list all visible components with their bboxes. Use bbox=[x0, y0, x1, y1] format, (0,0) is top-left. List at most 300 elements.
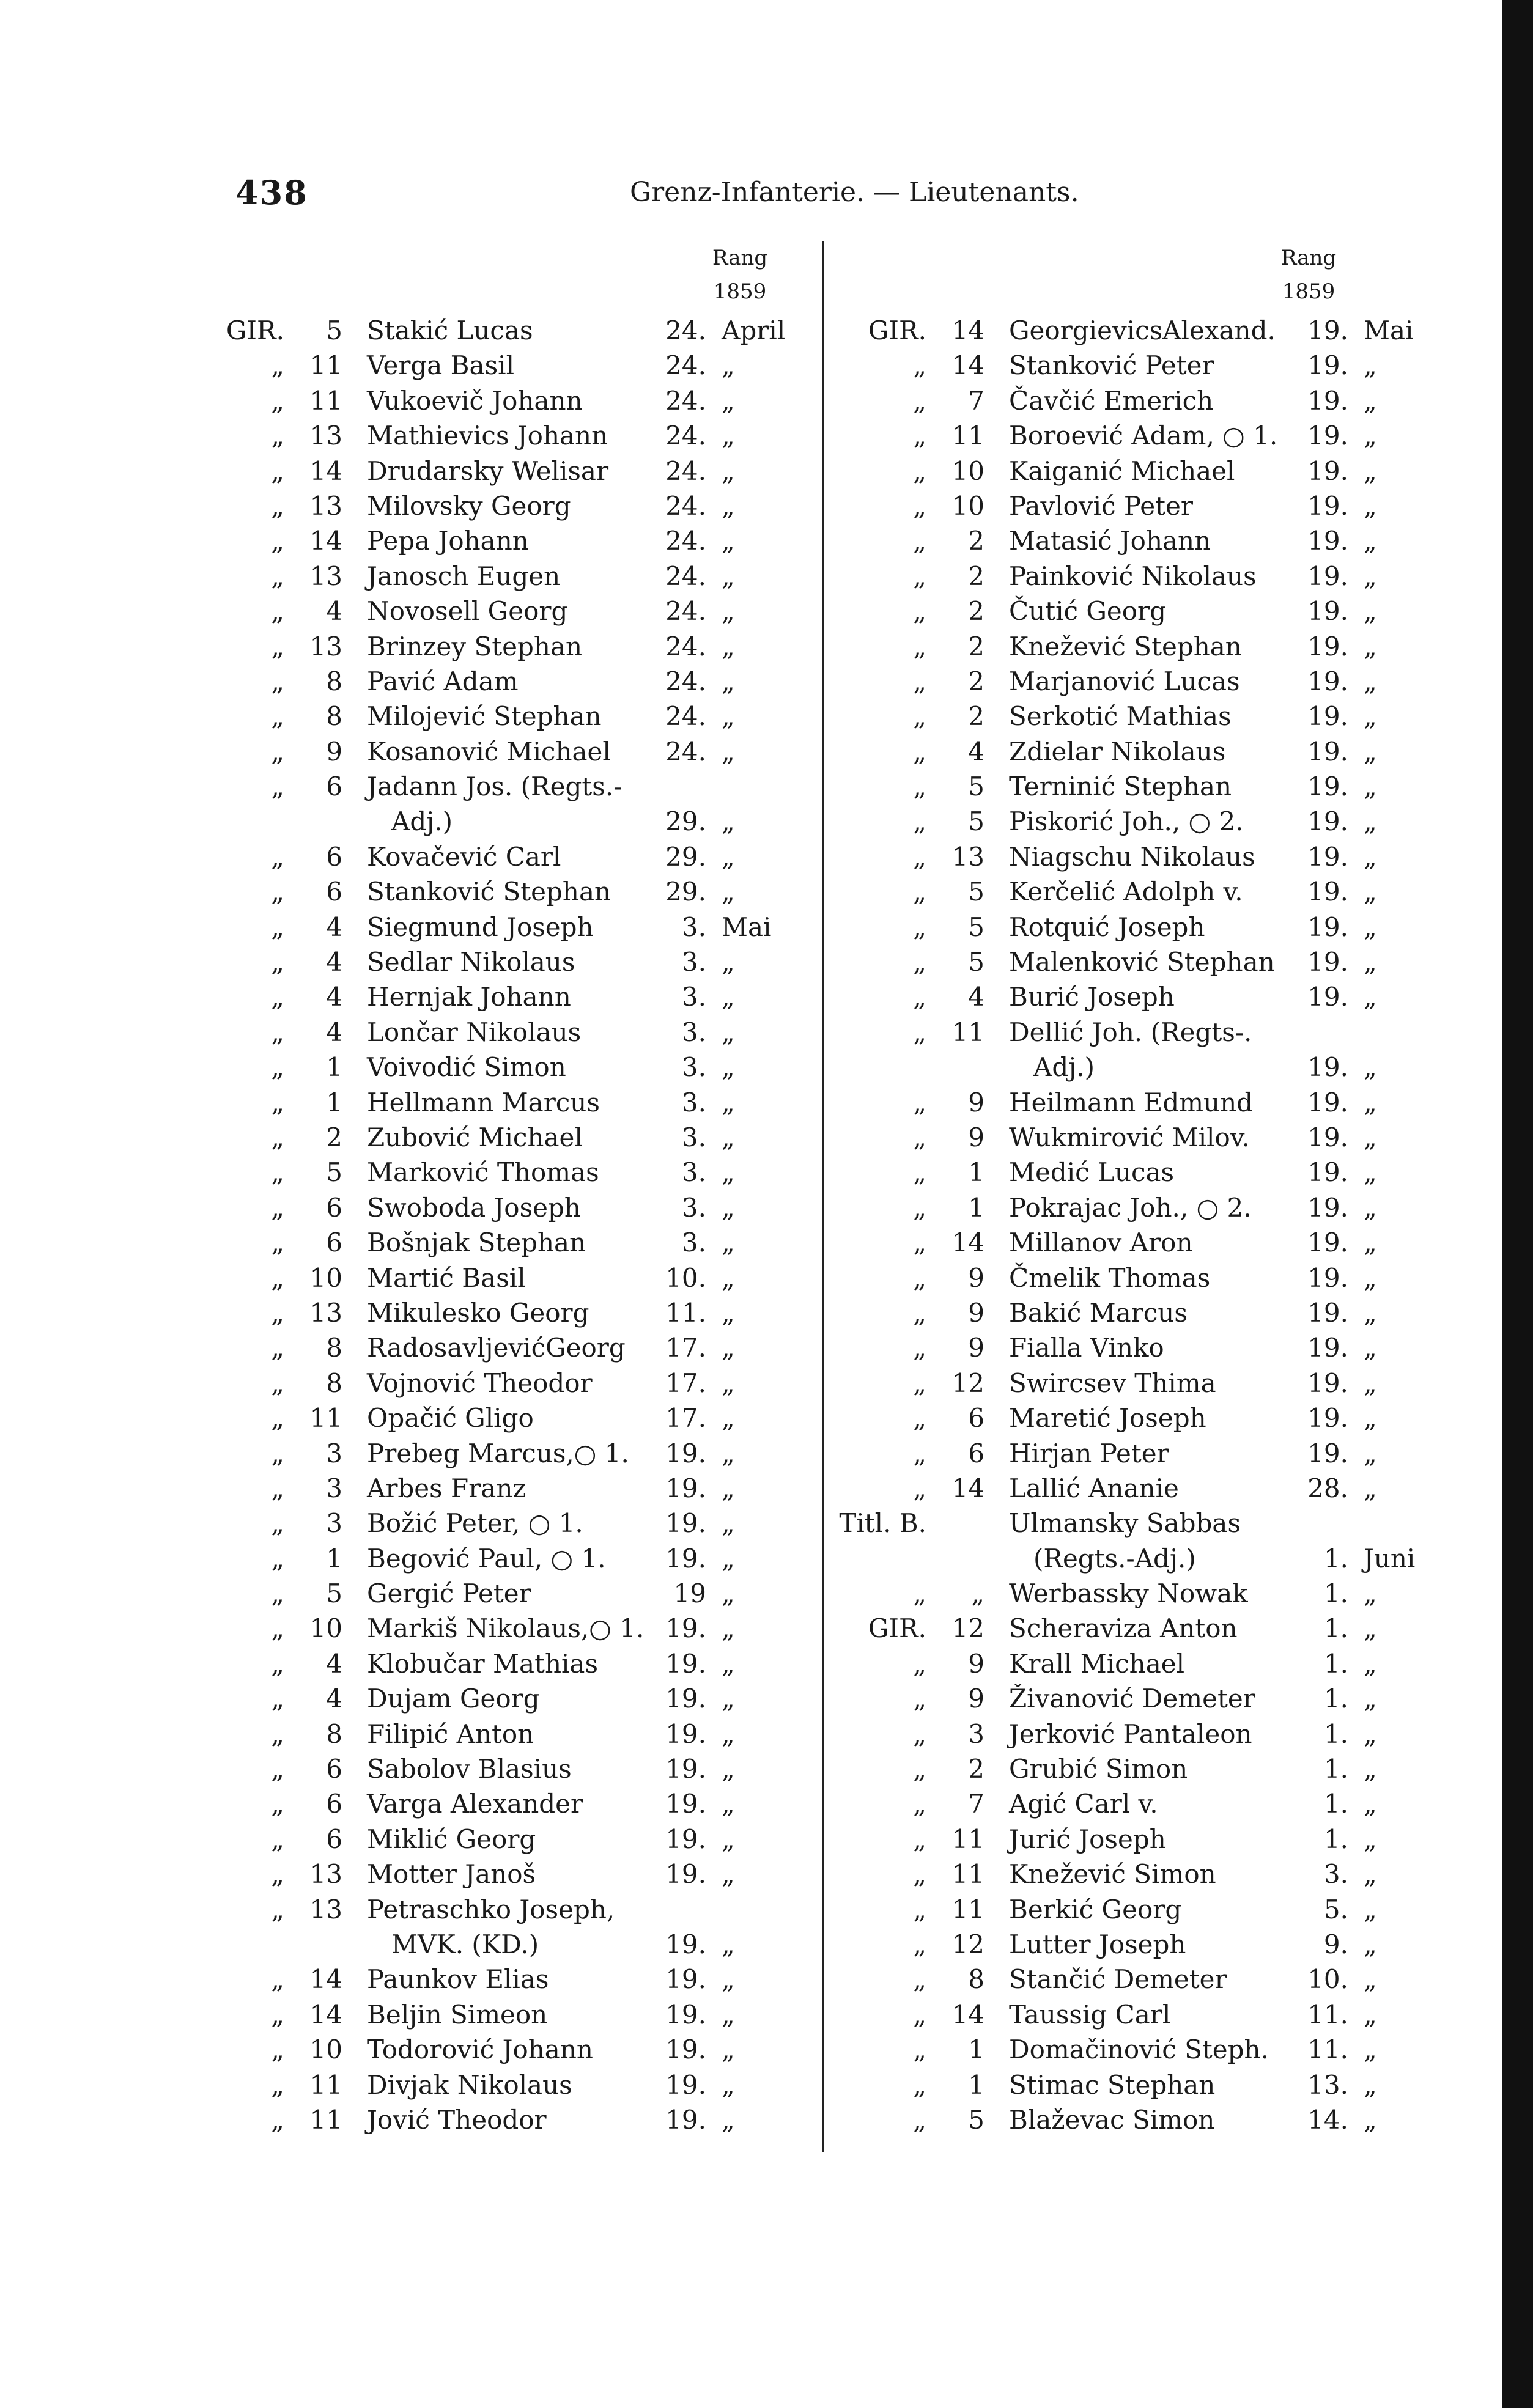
rank-month-cell: „ bbox=[1364, 1929, 1377, 1959]
rank-day-cell: 19. bbox=[665, 1684, 706, 1714]
rank-month-cell: „ bbox=[722, 1368, 735, 1398]
regiment-cell: „ bbox=[271, 490, 284, 521]
rank-day-cell: 1. bbox=[1323, 1543, 1348, 1574]
regiment-number-cell: 4 bbox=[968, 982, 984, 1012]
rank-month-cell: „ bbox=[1364, 701, 1377, 732]
rank-day-cell: 19. bbox=[665, 1543, 706, 1574]
regiment-cell: „ bbox=[271, 1648, 284, 1679]
rank-day-cell: 1. bbox=[1323, 1824, 1348, 1854]
regiment-cell: GIR. bbox=[868, 1613, 926, 1644]
list-item bbox=[826, 1471, 1498, 1506]
list-item bbox=[183, 313, 813, 348]
list-item bbox=[183, 348, 813, 383]
rank-month-cell: „ bbox=[722, 631, 735, 661]
rank-month-cell: „ bbox=[722, 1297, 735, 1328]
rank-month-cell: „ bbox=[1364, 596, 1377, 627]
officer-name-cell: Begović Paul, ○ 1. bbox=[367, 1543, 606, 1574]
regiment-number-cell: 2 bbox=[968, 666, 984, 696]
rank-day-cell: 19. bbox=[665, 1824, 706, 1854]
rank-month-cell: „ bbox=[1364, 1228, 1377, 1258]
list-item bbox=[826, 1962, 1498, 1997]
regiment-cell: Titl. B. bbox=[839, 1508, 926, 1539]
officer-name-cell: Divjak Nikolaus bbox=[367, 2069, 572, 2100]
rank-day-cell: 19. bbox=[665, 1508, 706, 1539]
rank-day-cell: 24. bbox=[665, 421, 706, 451]
list-item bbox=[183, 1611, 813, 1646]
regiment-cell: „ bbox=[913, 1578, 926, 1609]
regiment-cell: „ bbox=[913, 455, 926, 486]
regiment-number-cell: 5 bbox=[968, 806, 984, 837]
officer-name-cell: Niagschu Nikolaus bbox=[1009, 841, 1255, 872]
officer-name-cell: Swircsev Thima bbox=[1009, 1368, 1216, 1398]
regiment-number-cell: 4 bbox=[326, 1017, 342, 1047]
officer-name-cell: Petraschko Joseph, bbox=[367, 1894, 615, 1924]
regiment-number-cell: 2 bbox=[968, 701, 984, 732]
regiment-cell: „ bbox=[913, 1262, 926, 1293]
rank-month-cell: „ bbox=[1364, 1999, 1377, 2030]
rank-month-cell: „ bbox=[722, 596, 735, 627]
officer-name-cell: Stimac Stephan bbox=[1009, 2069, 1216, 2100]
list-item bbox=[826, 594, 1498, 628]
regiment-number-cell: 1 bbox=[326, 1087, 342, 1117]
rank-day-cell: 19. bbox=[1307, 1157, 1348, 1188]
rank-day-cell: 24. bbox=[665, 631, 706, 661]
rank-month-cell: „ bbox=[1364, 1122, 1377, 1152]
list-item bbox=[826, 418, 1498, 453]
list-item bbox=[183, 839, 813, 874]
regiment-cell: „ bbox=[913, 1964, 926, 1995]
regiment-cell: „ bbox=[913, 1473, 926, 1503]
list-item bbox=[183, 734, 813, 769]
regiment-number-cell: 11 bbox=[951, 421, 984, 451]
list-item bbox=[183, 1962, 813, 1997]
officer-name-cell: Pavić Adam bbox=[367, 666, 519, 696]
regiment-number-cell: 10 bbox=[309, 2034, 342, 2065]
rank-month-cell: „ bbox=[1364, 771, 1377, 802]
list-item bbox=[183, 488, 813, 523]
rank-day-cell: 3. bbox=[1323, 1859, 1348, 1890]
officer-name-cell: Milojević Stephan bbox=[367, 701, 602, 732]
regiment-cell: „ bbox=[271, 771, 284, 802]
column-divider bbox=[822, 241, 824, 2152]
list-item bbox=[826, 1401, 1498, 1435]
regiment-cell: „ bbox=[913, 1718, 926, 1749]
list-item bbox=[826, 523, 1498, 558]
list-item bbox=[183, 1120, 813, 1155]
regiment-cell: „ bbox=[271, 1122, 284, 1152]
rank-day-cell: 19. bbox=[665, 1789, 706, 1819]
regiment-cell: „ bbox=[913, 666, 926, 696]
regiment-number-cell: 2 bbox=[968, 561, 984, 591]
regiment-number-cell: 6 bbox=[326, 1789, 342, 1819]
officer-name-cell: Sabolov Blasius bbox=[367, 1754, 572, 1784]
regiment-number-cell: 9 bbox=[968, 1684, 984, 1714]
list-item bbox=[826, 1190, 1498, 1225]
list-item bbox=[826, 1506, 1498, 1576]
regiment-cell: „ bbox=[913, 701, 926, 732]
rank-month-cell: „ bbox=[722, 1228, 735, 1258]
regiment-number-cell: 11 bbox=[951, 1017, 984, 1047]
rank-month-cell: „ bbox=[1364, 385, 1377, 416]
list-item bbox=[183, 699, 813, 734]
regiment-cell: „ bbox=[913, 982, 926, 1012]
regiment-number-cell: 11 bbox=[309, 350, 342, 381]
rank-month-cell: „ bbox=[1364, 1087, 1377, 1117]
officer-name-cell: Krall Michael bbox=[1009, 1648, 1185, 1679]
rank-month-cell: „ bbox=[722, 1473, 735, 1503]
list-item bbox=[183, 1330, 813, 1365]
list-item bbox=[183, 874, 813, 909]
regiment-number-cell: 6 bbox=[326, 1824, 342, 1854]
rank-day-cell: 24. bbox=[665, 315, 706, 345]
list-item bbox=[183, 1997, 813, 2032]
list-item bbox=[826, 454, 1498, 488]
rank-month-cell: „ bbox=[1364, 1789, 1377, 1819]
list-item bbox=[183, 1681, 813, 1716]
regiment-number-cell: 5 bbox=[968, 2104, 984, 2135]
officer-name-cell: Heilmann Edmund bbox=[1009, 1087, 1254, 1117]
rank-day-cell: 19. bbox=[1307, 771, 1348, 802]
rank-day-cell: 24. bbox=[665, 490, 706, 521]
list-item bbox=[183, 559, 813, 594]
regiment-number-cell: 3 bbox=[968, 1718, 984, 1749]
regiment-number-cell: 3 bbox=[326, 1438, 342, 1468]
officer-name-cell: Domačinović Steph. bbox=[1009, 2034, 1269, 2065]
regiment-cell: „ bbox=[271, 1859, 284, 1890]
rank-day-cell: 19. bbox=[1307, 1403, 1348, 1434]
list-item bbox=[183, 2032, 813, 2067]
officer-name-cell: Kovačević Carl bbox=[367, 841, 561, 872]
regiment-cell: „ bbox=[271, 1297, 284, 1328]
regiment-cell: „ bbox=[271, 1508, 284, 1539]
regiment-number-cell: 3 bbox=[326, 1508, 342, 1539]
officer-name-cell: Rotquić Joseph bbox=[1009, 911, 1205, 942]
regiment-number-cell: 11 bbox=[951, 1824, 984, 1854]
list-item bbox=[826, 2102, 1498, 2137]
officer-name-cell: Živanović Demeter bbox=[1009, 1684, 1255, 1714]
rank-day-cell: 19. bbox=[665, 1648, 706, 1679]
rank-month-cell: „ bbox=[1364, 1157, 1377, 1188]
rank-day-cell: 3. bbox=[681, 1087, 706, 1117]
officer-name-cell: Stakić Lucas bbox=[367, 315, 533, 345]
regiment-number-cell: 2 bbox=[968, 631, 984, 661]
rank-month-cell: „ bbox=[1364, 1578, 1377, 1609]
rank-month-cell: „ bbox=[1364, 1613, 1377, 1644]
officer-name-cell: Janosch Eugen bbox=[367, 561, 561, 591]
rank-day-cell: 19. bbox=[1307, 526, 1348, 556]
regiment-cell: „ bbox=[271, 1192, 284, 1223]
regiment-number-cell: 6 bbox=[326, 841, 342, 872]
list-item bbox=[826, 664, 1498, 699]
officer-name-cell: Blaževac Simon bbox=[1009, 2104, 1215, 2135]
regiment-cell: „ bbox=[271, 1403, 284, 1434]
officer-name-cell: Vojnović Theodor bbox=[367, 1368, 593, 1398]
officer-name-continuation: Adj.) bbox=[391, 806, 453, 837]
rank-month-cell: „ bbox=[1364, 1754, 1377, 1784]
officer-name-cell: Fialla Vinko bbox=[1009, 1333, 1164, 1363]
list-item bbox=[826, 1681, 1498, 1716]
rank-day-cell: 11. bbox=[665, 1297, 706, 1328]
list-item bbox=[183, 1261, 813, 1295]
list-item bbox=[183, 1857, 813, 1891]
list-item bbox=[183, 1471, 813, 1506]
regiment-number-cell: 5 bbox=[968, 911, 984, 942]
rank-day-cell: 19. bbox=[1307, 350, 1348, 381]
list-item bbox=[826, 1927, 1498, 1962]
regiment-number-cell: 6 bbox=[326, 1228, 342, 1258]
officer-name-cell: Lallić Ananie bbox=[1009, 1473, 1179, 1503]
list-item bbox=[826, 348, 1498, 383]
regiment-cell: „ bbox=[913, 1894, 926, 1924]
rank-month-cell: „ bbox=[722, 385, 735, 416]
list-item bbox=[826, 1155, 1498, 1190]
regiment-cell: „ bbox=[271, 877, 284, 907]
regiment-cell: „ bbox=[913, 1999, 926, 2030]
list-item bbox=[826, 2032, 1498, 2067]
rank-month-cell: „ bbox=[722, 1262, 735, 1293]
regiment-cell: „ bbox=[271, 1613, 284, 1644]
rank-day-cell: 19. bbox=[665, 1859, 706, 1890]
officer-name-cell: Malenković Stephan bbox=[1009, 947, 1275, 978]
rank-month-cell: „ bbox=[1364, 1894, 1377, 1924]
regiment-number-cell: 12 bbox=[951, 1929, 984, 1959]
officer-name-cell: RadosavljevićGeorg bbox=[367, 1333, 626, 1363]
regiment-number-cell: 9 bbox=[968, 1262, 984, 1293]
officer-name-cell: Mathievics Johann bbox=[367, 421, 608, 451]
regiment-number-cell: „ bbox=[971, 1578, 984, 1609]
rank-month-cell: „ bbox=[722, 1964, 735, 1995]
regiment-cell: „ bbox=[913, 631, 926, 661]
list-item bbox=[183, 1190, 813, 1225]
officer-name-cell: Terninić Stephan bbox=[1009, 771, 1232, 802]
rank-day-cell: 19. bbox=[1307, 631, 1348, 661]
regiment-cell: „ bbox=[913, 1859, 926, 1890]
rank-month-cell: „ bbox=[722, 1859, 735, 1890]
rank-day-cell: 3. bbox=[681, 911, 706, 942]
regiment-number-cell: 10 bbox=[951, 490, 984, 521]
officer-name-cell: Dujam Georg bbox=[367, 1684, 540, 1714]
regiment-cell: „ bbox=[913, 1754, 926, 1784]
rank-day-cell: 5. bbox=[1323, 1894, 1348, 1924]
rank-month-cell: „ bbox=[722, 1438, 735, 1468]
rank-month-cell: „ bbox=[722, 455, 735, 486]
regiment-cell: „ bbox=[913, 1297, 926, 1328]
rank-month-cell: „ bbox=[722, 1157, 735, 1188]
officer-name-cell: Kerčelić Adolph v. bbox=[1009, 877, 1243, 907]
list-item bbox=[183, 383, 813, 418]
rank-month-cell: „ bbox=[722, 561, 735, 591]
list-item bbox=[826, 313, 1498, 348]
regiment-cell: „ bbox=[913, 1122, 926, 1152]
rank-month-cell: „ bbox=[1364, 1368, 1377, 1398]
rank-day-cell: 19. bbox=[1307, 490, 1348, 521]
officer-name-cell: Jadann Jos. (Regts.- bbox=[367, 771, 622, 802]
regiment-number-cell: 12 bbox=[951, 1613, 984, 1644]
regiment-number-cell: 1 bbox=[968, 2034, 984, 2065]
rank-month-cell: Mai bbox=[1364, 315, 1414, 345]
regiment-cell: „ bbox=[271, 1017, 284, 1047]
regiment-cell: „ bbox=[913, 2034, 926, 2065]
regiment-number-cell: 3 bbox=[326, 1473, 342, 1503]
page-header bbox=[235, 173, 1189, 216]
regiment-number-cell: 2 bbox=[968, 526, 984, 556]
rank-day-cell: 10. bbox=[665, 1262, 706, 1293]
regiment-number-cell: 5 bbox=[968, 877, 984, 907]
regiment-cell: „ bbox=[271, 666, 284, 696]
rank-day-cell: 13. bbox=[1307, 2069, 1348, 2100]
officer-name-cell: Miklić Georg bbox=[367, 1824, 536, 1854]
rank-day-cell: 19 bbox=[673, 1578, 706, 1609]
rank-day-cell: 19. bbox=[665, 1999, 706, 2030]
officer-name-cell: Voivodić Simon bbox=[367, 1052, 566, 1083]
rank-month-cell: „ bbox=[722, 1684, 735, 1714]
officer-name-cell: Pepa Johann bbox=[367, 526, 529, 556]
regiment-number-cell: 10 bbox=[309, 1262, 342, 1293]
regiment-number-cell: 9 bbox=[968, 1648, 984, 1679]
regiment-cell: „ bbox=[913, 771, 926, 802]
year-label: 1859 bbox=[713, 279, 767, 304]
regiment-cell: „ bbox=[913, 877, 926, 907]
list-item bbox=[826, 2067, 1498, 2102]
regiment-number-cell: 5 bbox=[326, 1578, 342, 1609]
regiment-number-cell: 6 bbox=[326, 1754, 342, 1784]
regiment-number-cell: 2 bbox=[968, 1754, 984, 1784]
officer-name-cell: Mikulesko Georg bbox=[367, 1297, 589, 1328]
list-item bbox=[183, 1786, 813, 1821]
list-item bbox=[183, 979, 813, 1014]
regiment-number-cell: 4 bbox=[326, 1684, 342, 1714]
rank-month-cell: „ bbox=[722, 1578, 735, 1609]
rank-day-cell: 19. bbox=[1307, 1368, 1348, 1398]
list-item bbox=[826, 1822, 1498, 1857]
officer-name-cell: Bakić Marcus bbox=[1009, 1297, 1188, 1328]
regiment-cell: GIR. bbox=[868, 315, 926, 345]
list-item bbox=[183, 1155, 813, 1190]
list-item bbox=[183, 1225, 813, 1260]
rank-month-cell: „ bbox=[722, 490, 735, 521]
regiment-cell: „ bbox=[271, 1438, 284, 1468]
regiment-number-cell: 13 bbox=[309, 421, 342, 451]
list-item bbox=[183, 769, 813, 839]
regiment-number-cell: 11 bbox=[309, 1403, 342, 1434]
regiment-cell: „ bbox=[271, 1333, 284, 1363]
list-item bbox=[826, 1295, 1498, 1330]
officer-name-cell: Drudarsky Welisar bbox=[367, 455, 609, 486]
rank-month-cell: „ bbox=[722, 841, 735, 872]
rank-day-cell: 11. bbox=[1307, 1999, 1348, 2030]
right-rang-header bbox=[1275, 241, 1342, 309]
regiment-cell: „ bbox=[913, 1403, 926, 1434]
rank-month-cell: „ bbox=[1364, 2104, 1377, 2135]
left-rang-header bbox=[706, 241, 774, 309]
rank-month-cell: „ bbox=[1364, 1824, 1377, 1854]
rank-day-cell: 3. bbox=[681, 1052, 706, 1083]
rank-month-cell: „ bbox=[722, 1929, 735, 1959]
officer-name-cell: Milovsky Georg bbox=[367, 490, 571, 521]
rank-month-cell: „ bbox=[1364, 1473, 1377, 1503]
regiment-cell: „ bbox=[913, 1017, 926, 1047]
regiment-cell: „ bbox=[271, 455, 284, 486]
officer-name-cell: Filipić Anton bbox=[367, 1718, 534, 1749]
rank-month-cell: „ bbox=[1364, 806, 1377, 837]
rank-month-cell: „ bbox=[722, 1017, 735, 1047]
list-item bbox=[826, 734, 1498, 769]
officer-name-cell: Jurić Joseph bbox=[1009, 1824, 1166, 1854]
regiment-number-cell: 1 bbox=[326, 1543, 342, 1574]
list-item bbox=[826, 559, 1498, 594]
rank-day-cell: 19. bbox=[1307, 385, 1348, 416]
regiment-number-cell: 14 bbox=[309, 1999, 342, 2030]
regiment-number-cell: 13 bbox=[309, 1297, 342, 1328]
rank-day-cell: 19. bbox=[1307, 455, 1348, 486]
rank-month-cell: „ bbox=[1364, 526, 1377, 556]
regiment-cell: „ bbox=[271, 1087, 284, 1117]
regiment-number-cell: 1 bbox=[326, 1052, 342, 1083]
regiment-number-cell: 8 bbox=[326, 666, 342, 696]
rank-day-cell: 19. bbox=[1307, 666, 1348, 696]
regiment-cell: „ bbox=[913, 1087, 926, 1117]
list-item bbox=[826, 1436, 1498, 1471]
list-item bbox=[183, 1085, 813, 1120]
regiment-number-cell: 14 bbox=[309, 1964, 342, 1995]
rank-month-cell: „ bbox=[722, 1648, 735, 1679]
rank-month-cell: „ bbox=[722, 421, 735, 451]
officer-name-cell: Werbassky Nowak bbox=[1009, 1578, 1248, 1609]
rank-day-cell: 19. bbox=[1307, 701, 1348, 732]
rank-month-cell: „ bbox=[722, 1754, 735, 1784]
rank-day-cell: 9. bbox=[1323, 1929, 1348, 1959]
officer-name-cell: Prebeg Marcus,○ 1. bbox=[367, 1438, 629, 1468]
regiment-number-cell: 1 bbox=[968, 1157, 984, 1188]
officer-name-cell: Hellmann Marcus bbox=[367, 1087, 600, 1117]
list-item bbox=[826, 1120, 1498, 1155]
rank-day-cell: 19. bbox=[1307, 561, 1348, 591]
regiment-number-cell: 11 bbox=[309, 2069, 342, 2100]
regiment-number-cell: 6 bbox=[968, 1403, 984, 1434]
officer-name-cell: Pavlović Peter bbox=[1009, 490, 1193, 521]
officer-name-cell: Stančić Demeter bbox=[1009, 1964, 1227, 1995]
regiment-number-cell: 10 bbox=[951, 455, 984, 486]
regiment-cell: „ bbox=[913, 2069, 926, 2100]
regiment-cell: „ bbox=[913, 911, 926, 942]
rank-day-cell: 19. bbox=[665, 2104, 706, 2135]
regiment-number-cell: 14 bbox=[951, 315, 984, 345]
regiment-number-cell: 14 bbox=[309, 455, 342, 486]
regiment-cell: „ bbox=[913, 1824, 926, 1854]
regiment-number-cell: 8 bbox=[326, 701, 342, 732]
regiment-number-cell: 13 bbox=[951, 841, 984, 872]
regiment-number-cell: 4 bbox=[326, 596, 342, 627]
rank-day-cell: 10. bbox=[1307, 1964, 1348, 1995]
regiment-cell: „ bbox=[913, 596, 926, 627]
officer-name-cell: Kosanović Michael bbox=[367, 736, 611, 767]
officer-name-cell: Jerković Pantaleon bbox=[1009, 1718, 1252, 1749]
rank-month-cell: „ bbox=[1364, 1403, 1377, 1434]
rank-day-cell: 19. bbox=[665, 1438, 706, 1468]
officer-name-cell: Knežević Simon bbox=[1009, 1859, 1216, 1890]
officer-name-cell: Božić Peter, ○ 1. bbox=[367, 1508, 583, 1539]
regiment-number-cell: 2 bbox=[968, 596, 984, 627]
rank-day-cell: 24. bbox=[665, 526, 706, 556]
rank-day-cell: 19. bbox=[665, 1754, 706, 1784]
regiment-cell: „ bbox=[271, 1473, 284, 1503]
list-item bbox=[183, 594, 813, 628]
rank-month-cell: „ bbox=[1364, 1964, 1377, 1995]
rank-day-cell: 29. bbox=[665, 806, 706, 837]
regiment-cell: „ bbox=[913, 526, 926, 556]
officer-name-cell: Marjanović Lucas bbox=[1009, 666, 1240, 696]
officer-name-cell: Opačić Gligo bbox=[367, 1403, 534, 1434]
